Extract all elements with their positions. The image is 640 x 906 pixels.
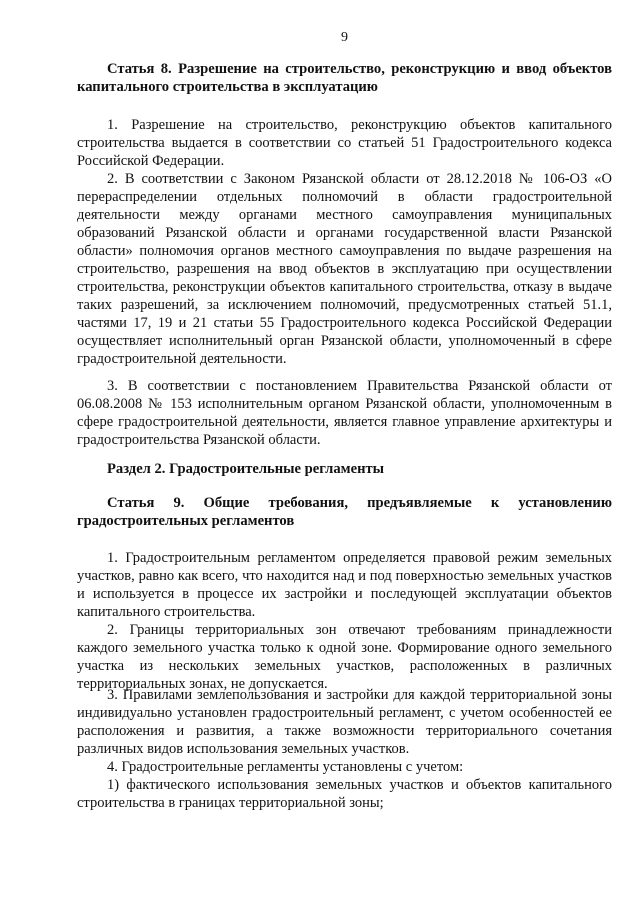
page-number: 9 — [341, 30, 348, 45]
article-8-paragraph-2: 2. В соответствии с Законом Рязанской области от 28.12.2018 № 106-ОЗ «О перераспределении отдельных полномочий в области градостроительной деятельности между органами местного самоуправления муниципальных образований Рязанской области и органами государственной власти Рязанской области» полномочия органов местного самоуправления по выдаче разрешения на строительство, разрешения на ввод объектов в эксплуатацию при осуществлении строительства, реконструкции объектов капитального строительства, отказу в выдаче таких разрешений, за исключением полномочий, предусмотренных статьей 51.1, частями 17, 19 и 21 статьи 55 Градостроительного кодекса Российской Федерации осуществляет исполнительный орган Рязанской области, уполномоченный в сфере градостроительной деятельности. — [77, 171, 612, 367]
article-9-heading: Статья 9. Общие требования, предъявляемые к установлению градостроительных регламентов — [77, 495, 612, 529]
article-8-paragraph-1: 1. Разрешение на строительство, реконструкцию объектов капитального строительства выдается в соответствии со статьей 51 Градостроительного кодекса Российской Федерации. — [77, 117, 612, 169]
article-9-paragraph-2: 2. Границы территориальных зон отвечают требованиям принадлежности каждого земельного участка только к одной зоне. Формирование одного земельного участка из нескольких земельных участков, расположенных в различных территориальных зонах, не допускается. — [77, 622, 612, 692]
article-9-paragraph-4: 4. Градостроительные регламенты установлены с учетом: — [107, 759, 464, 775]
article-9-paragraph-1: 1. Градостроительным регламентом определяется правовой режим земельных участков, равно как всего, что находится над и под поверхностью земельных участков и используется в процессе их застройки и последующей эксплуатации объектов капитального строительства. — [77, 550, 612, 620]
article-8-heading: Статья 8. Разрешение на строительство, реконструкцию и ввод объектов капитального строительства в эксплуатацию — [77, 61, 612, 95]
article-9-paragraph-3: 3. Правилами землепользования и застройки для каждой территориальной зоны индивидуально установлен градостроительный регламент, с учетом особенностей ее расположения и развития, а также возможности территориального сочетания различных видов использования земельных участков. — [77, 687, 612, 757]
section-2-title: Раздел 2. Градостроительные регламенты — [107, 461, 385, 477]
article-8-paragraph-3: 3. В соответствии с постановлением Правительства Рязанской области от 06.08.2008 № 153 исполнительным органом Рязанской области, уполномоченным в сфере градостроительной деятельности, является главное управление архитектуры и градостроительства Рязанской области. — [77, 378, 612, 448]
article-9-list-item-1: 1) фактического использования земельных участков и объектов капитального строительства в границах территориальной зоны; — [77, 777, 612, 811]
